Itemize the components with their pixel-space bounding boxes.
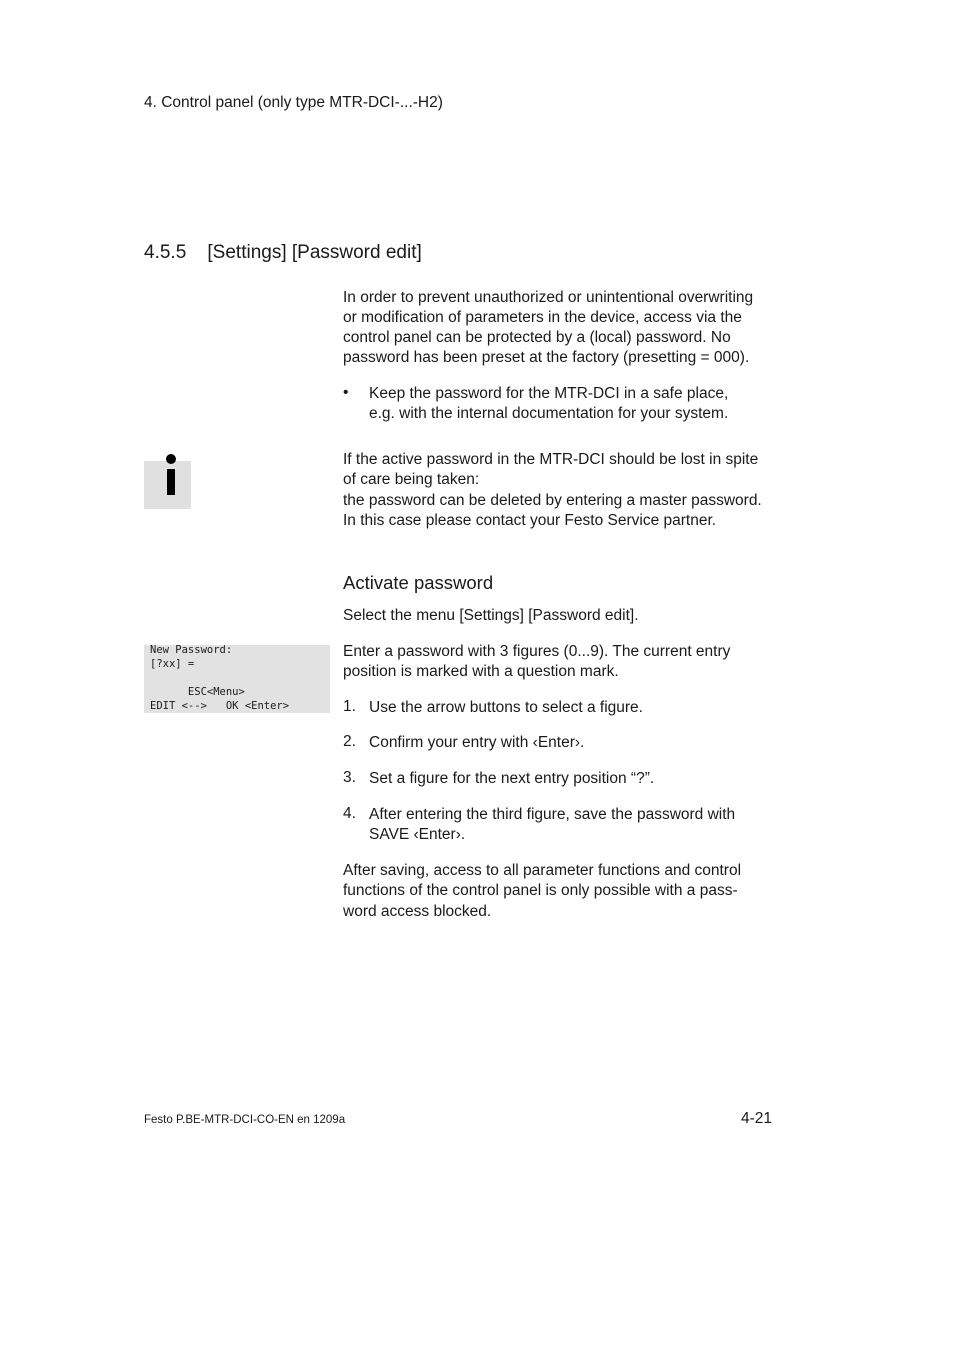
text-line: the password can be deleted by entering a master password. [343, 492, 762, 509]
info-icon [144, 461, 191, 509]
section-title: [Settings] [Password edit] [207, 242, 422, 263]
step-number: 1. [343, 698, 356, 715]
lcd-line: ESC<Menu> [150, 686, 245, 698]
text-line: word access blocked. [343, 903, 492, 920]
bullet-item [369, 384, 789, 424]
text-line: Use the arrow buttons to select a figure. [369, 699, 643, 716]
page-number: 4-21 [741, 1110, 773, 1127]
text-line: of care being taken: [343, 471, 480, 488]
step-number: 2. [343, 733, 356, 750]
text-line: In order to prevent unauthorized or unintentional overwriting [343, 289, 754, 306]
text-line: or modification of parameters in the device, access via the [343, 309, 742, 326]
text-line: password has been preset at the factory (presetting = 000). [343, 349, 750, 366]
text-line: position is marked with a question mark. [343, 663, 619, 680]
text-line: Enter a password with 3 figures (0...9). The current entry [343, 643, 731, 660]
select-menu-text: Select the menu [Settings] [Password edit]. [343, 607, 639, 624]
bullet-mark: • [343, 384, 349, 401]
text-line: If the active password in the MTR-DCI should be lost in spite [343, 451, 759, 468]
text-line: SAVE ‹Enter›. [369, 826, 466, 843]
after-saving-text [343, 861, 783, 922]
step-number: 3. [343, 769, 356, 786]
step-item [369, 733, 789, 753]
info-note [343, 450, 783, 531]
text-line: After saving, access to all parameter functions and control [343, 862, 742, 879]
step-item [369, 769, 789, 789]
lcd-line: New Password: [150, 644, 233, 656]
step-item [369, 805, 789, 845]
step-number: 4. [343, 805, 356, 822]
subsection-heading: Activate password [343, 572, 494, 593]
text-line: After entering the third figure, save the password with [369, 806, 736, 823]
section-heading [144, 242, 422, 264]
lcd-display [144, 645, 330, 713]
step-item [369, 698, 789, 718]
text-line: functions of the control panel is only possible with a pass- [343, 882, 738, 899]
intro-paragraph [343, 288, 783, 368]
text-line: Keep the password for the MTR-DCI in a safe place, [369, 385, 729, 402]
text-line: Confirm your entry with ‹Enter›. [369, 734, 585, 751]
running-header: 4. Control panel (only type MTR-DCI-...-H2) [144, 94, 443, 111]
footer-doc-id: Festo P.BE-MTR-DCI-CO-EN en 1209a [144, 1114, 346, 1126]
text-line: Set a figure for the next entry position “?”. [369, 770, 655, 787]
lcd-line: [?xx] = [150, 658, 195, 670]
lcd-line: EDIT <--> OK <Enter> [150, 700, 290, 712]
section-number: 4.5.5 [144, 242, 187, 263]
text-line: control panel can be protected by a (local) password. No [343, 329, 731, 346]
enter-password-text [343, 642, 783, 682]
text-line: e.g. with the internal documentation for your system. [369, 405, 729, 422]
text-line: In this case please contact your Festo Service partner. [343, 512, 717, 529]
